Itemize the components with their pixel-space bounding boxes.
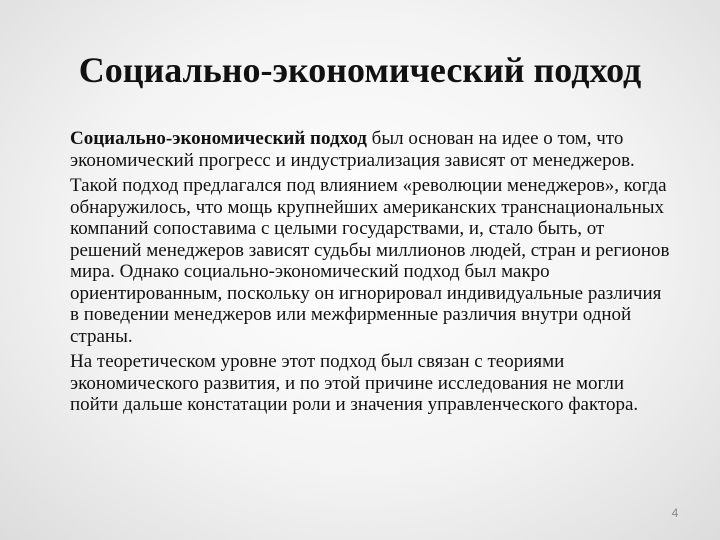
- page-number: 4: [671, 506, 679, 520]
- paragraph-3: [70, 351, 670, 416]
- paragraph-1: [70, 128, 670, 171]
- paragraph-1-bold-lead: Социально-экономический подход: [70, 128, 367, 149]
- slide-title: Социально-экономический подход: [78, 50, 642, 90]
- paragraph-1-text: был основан на идее о том, что экономический прогресс и индустриализация зависят от менеджеров.: [70, 128, 635, 171]
- slide-body: [70, 128, 670, 420]
- paragraph-3-text: На теоретическом уровне этот подход был связан с теориями экономического развития, и по этой причине исследования не могли пойти дальше констатации роли и значения управленческого фактора.: [70, 351, 639, 415]
- paragraph-2-text: Такой подход предлагался под влиянием «революции менеджеров», когда обнаружилось, что мощь крупнейших американских транснациональных компаний сопоставима с целыми государствами, и, стало быть, от решений менеджеров зависят судьбы миллионов людей, стран и регионов мира. Однако социально-экономический подход был макро ориентированным, поскольку он игнорировал индивидуальные различия в поведении менеджеров или межфирменные различия внутри одной страны.: [70, 175, 670, 347]
- paragraph-2: [70, 175, 670, 347]
